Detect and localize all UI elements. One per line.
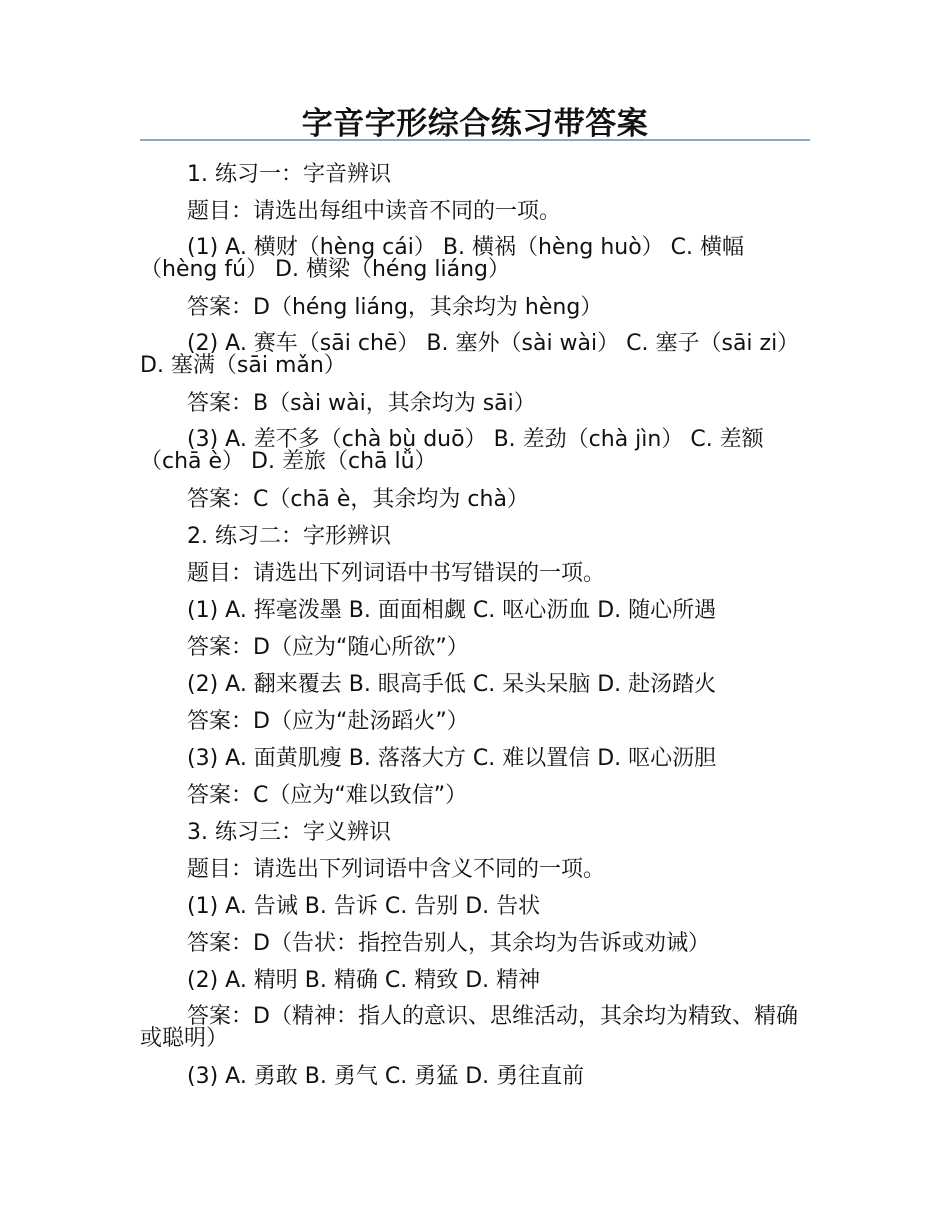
answer-line: 答案：D（精神：指人的意识、思维活动，其余均为精致、精确或聪明） [140,1004,798,1051]
answer-line: 答案：C（chā è，其余均为 chà） [187,487,529,512]
question-item: (2) A. 赛车（sāi chē） B. 塞外（sài wài） C. 塞子（sāi zi） D. 塞满（sāi mǎn） [140,331,800,378]
question-item: (1) A. 横财（hèng cái） B. 横祸（hèng huò） C. 横幅（hèng fú） D. 横梁（héng liáng） [140,235,745,282]
question-item: (1) A. 挥毫泼墨 B. 面面相觑 C. 呕心沥血 D. 随心所遇 [187,598,717,623]
answer-line: 答案：B（sài wài，其余均为 sāi） [187,391,536,416]
question-item: (3) A. 差不多（chà bù duō） B. 差劲（chà jìn） C. 差额（chā è） D. 差旅（chā lǚ） [140,427,764,474]
section-heading: 1. 练习一：字音辨识 [187,162,391,187]
section-heading: 2. 练习二：字形辨识 [187,524,391,549]
question-item: (1) A. 告诫 B. 告诉 C. 告别 D. 告状 [187,894,541,919]
question-prompt: 题目：请选出每组中读音不同的一项。 [187,199,562,224]
document-title: 字音字形综合练习带答案 [301,106,649,142]
question-prompt: 题目：请选出下列词语中书写错误的一项。 [187,561,606,586]
document-body [140,156,800,1095]
question-prompt: 题目：请选出下列词语中含义不同的一项。 [187,857,606,882]
answer-line: 答案：D（应为“随心所欲”） [187,635,469,660]
answer-line: 答案：D（应为“赴汤蹈火”） [187,709,469,734]
question-item: (2) A. 精明 B. 精确 C. 精致 D. 精神 [187,968,541,993]
section-heading: 3. 练习三：字义辨识 [187,820,391,845]
answer-line: 答案：C（应为“难以致信”） [187,783,468,808]
question-item: (2) A. 翻来覆去 B. 眼高手低 C. 呆头呆脑 D. 赴汤踏火 [187,672,717,697]
question-item: (3) A. 面黄肌瘦 B. 落落大方 C. 难以置信 D. 呕心沥胆 [187,746,717,771]
answer-line: 答案：D（告状：指控告别人，其余均为告诉或劝诫） [187,931,710,956]
title-underline [140,139,810,141]
question-item: (3) A. 勇敢 B. 勇气 C. 勇猛 D. 勇往直前 [187,1064,585,1089]
answer-line: 答案：D（héng liáng，其余均为 hèng） [187,295,603,320]
